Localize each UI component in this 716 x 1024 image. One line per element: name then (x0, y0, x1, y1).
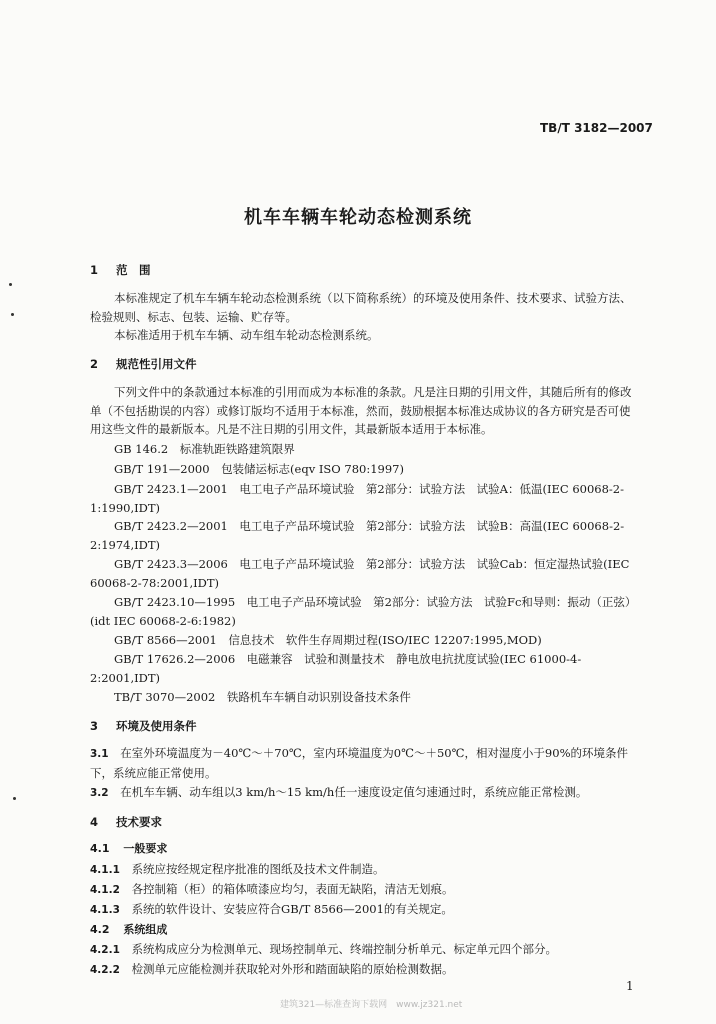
subsection-title: 一般要求 (123, 842, 168, 855)
clause-number: 4.1.3 (90, 904, 120, 916)
subsection-number: 4.2 (90, 923, 110, 936)
clause-4-1-1 (90, 860, 640, 880)
section-title: 环境及使用条件 (116, 719, 197, 733)
section-title: 技术要求 (116, 815, 163, 829)
scan-dot (11, 313, 14, 316)
paragraph: 本标准规定了机车车辆车轮动态检测系统（以下简称系统）的环境及使用条件、技术要求、试验方法、检验规则、标志、包装、运输、贮存等。 (90, 291, 632, 324)
clause-text: 系统构成应分为检测单元、现场控制单元、终端控制分析单元、标定单元四个部分。 (131, 942, 558, 956)
reference-item: GB/T 2423.3—2006 电工电子产品环境试验 第2部分：试验方法 试验Cab：恒定湿热试验(IEC 60068-2-78:2001,IDT) (90, 557, 630, 590)
watermark-text: 建筑321—标准查询下载网 www.jz321.net (280, 1000, 463, 1010)
clause-text: 系统应按经规定程序批准的图纸及技术文件制造。 (131, 862, 385, 876)
reference-item: GB/T 2423.1—2001 电工电子产品环境试验 第2部分：试验方法 试验A：低温(IEC 60068-2-1:1990,IDT) (90, 482, 625, 515)
subsection-4-1-heading (90, 840, 167, 856)
clause-4-1-3 (90, 900, 640, 920)
clause-text: 系统的软件设计、安装应符合GB/T 8566—2001的有关规定。 (131, 902, 453, 916)
section-number: 3 (90, 719, 99, 733)
standard-code: TB/T 3182—2007 (540, 121, 653, 135)
clause-text: 各控制箱（柜）的箱体喷漆应均匀，表面无缺陷，清洁无划痕。 (131, 882, 454, 896)
clause-3-2 (90, 783, 640, 803)
clause-number: 4.2.1 (90, 944, 120, 956)
clause-number: 3.1 (90, 748, 109, 760)
clause-number: 4.1.2 (90, 884, 120, 896)
reference-item: GB/T 2423.10—1995 电工电子产品环境试验 第2部分：试验方法 试验Fc和导则：振动（正弦）(idt IEC 60068-2-6:1982) (90, 595, 637, 628)
subsection-number: 4.1 (90, 842, 110, 855)
section-3-heading (90, 718, 197, 734)
reference-item: GB 146.2 标准轨距铁路建筑限界 (114, 442, 295, 456)
section-number: 4 (90, 815, 99, 829)
paragraph: 本标准适用于机车车辆、动车组车轮动态检测系统。 (114, 328, 379, 342)
reference-item: GB/T 191—2000 包装储运标志(eqv ISO 780:1997) (114, 462, 404, 476)
section-4-heading (90, 814, 162, 830)
section-number: 2 (90, 357, 99, 371)
clause-text: 在室外环境温度为－40℃～＋70℃，室内环境温度为0℃～＋50℃，相对湿度小于90%的环境条件下，系统应能正常使用。 (90, 746, 628, 780)
clause-text: 在机车车辆、动车组以3 km/h～15 km/h任一速度设定值匀速通过时，系统应能正常检测。 (120, 785, 588, 799)
section-1-heading (90, 262, 151, 278)
clause-4-2-2 (90, 960, 640, 980)
clause-3-1 (90, 744, 640, 782)
scan-dot (13, 797, 16, 800)
scan-dot (9, 283, 12, 286)
reference-item: GB/T 2423.2—2001 电工电子产品环境试验 第2部分：试验方法 试验B：高温(IEC 60068-2-2:1974,IDT) (90, 519, 625, 552)
clause-text: 检测单元应能检测并获取轮对外形和踏面缺陷的原始检测数据。 (131, 962, 454, 976)
document-title: 机车车辆车轮动态检测系统 (244, 207, 472, 228)
clause-4-1-2 (90, 880, 640, 900)
section-2-heading (90, 356, 197, 372)
page-number: 1 (626, 979, 634, 993)
section-title: 规范性引用文件 (116, 357, 197, 371)
reference-item: GB/T 8566—2001 信息技术 软件生存周期过程(ISO/IEC 12207:1995,MOD) (114, 633, 542, 647)
clause-number: 3.2 (90, 787, 109, 799)
reference-item: GB/T 17626.2—2006 电磁兼容 试验和测量技术 静电放电抗扰度试验(IEC 61000-4-2:2001,IDT) (90, 652, 582, 685)
reference-item: TB/T 3070—2002 铁路机车车辆自动识别设备技术条件 (114, 690, 411, 704)
paragraph: 下列文件中的条款通过本标准的引用而成为本标准的条款。凡是注日期的引用文件，其随后所有的修改单（不包括勘误的内容）或修订版均不适用于本标准，然而，鼓励根据本标准达成协议的各方研究是否可使用这些文件的最新版本。凡是不注日期的引用文件，其最新版本适用于本标准。 (90, 385, 632, 436)
section-title: 范 围 (116, 263, 151, 277)
clause-4-2-1 (90, 940, 640, 960)
clause-number: 4.2.2 (90, 964, 120, 976)
subsection-title: 系统组成 (123, 923, 168, 936)
subsection-4-2-heading (90, 921, 167, 937)
clause-number: 4.1.1 (90, 864, 120, 876)
section-number: 1 (90, 263, 99, 277)
